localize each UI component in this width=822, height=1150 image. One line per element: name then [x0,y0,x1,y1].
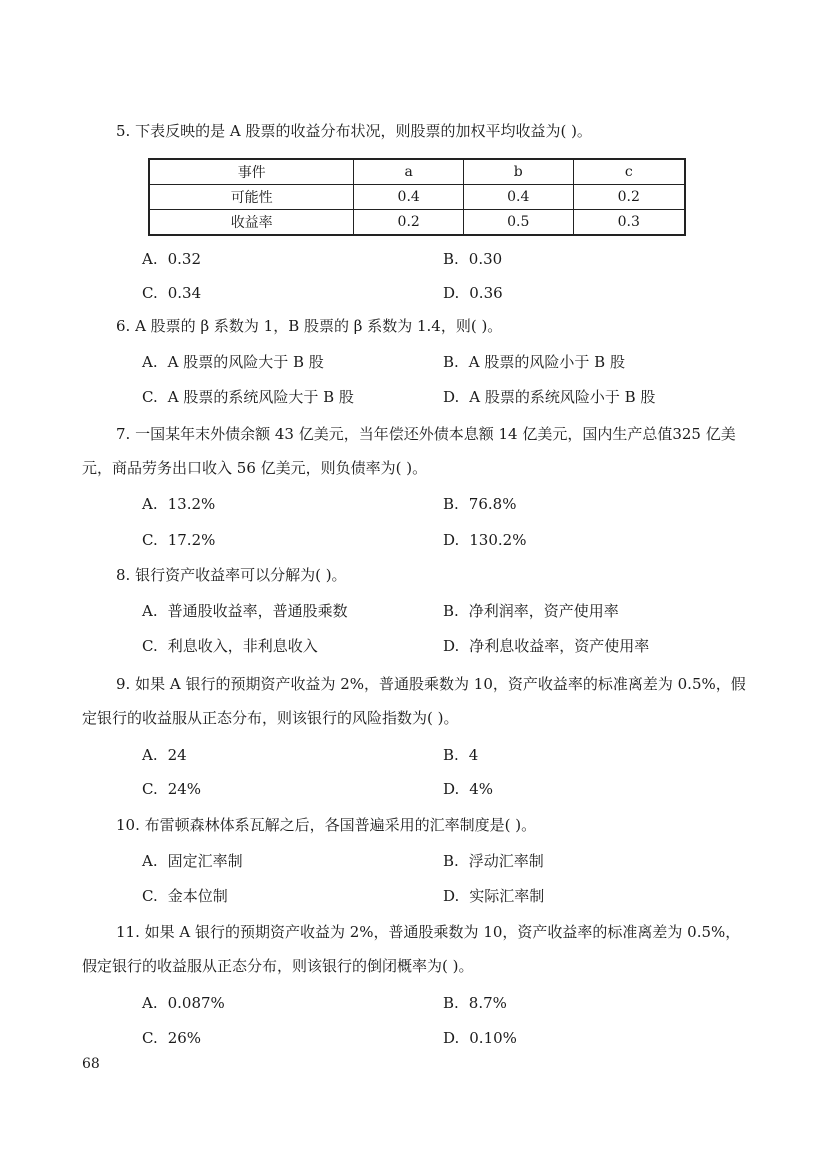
option-10d: D. 实际汇率制 [443,887,545,905]
table-row [149,210,685,236]
option-8d: D. 净利息收益率，资产使用率 [443,637,650,655]
option-6a: A. A 股票的风险大于 B 股 [142,353,324,371]
table-cell: 0.5 [463,210,573,236]
option-7a: A. 13.2% [142,495,216,513]
return-distribution-table [148,158,686,236]
option-8b: B. 净利润率，资产使用率 [443,602,619,620]
option-11a: A. 0.087% [142,994,225,1012]
table-cell: 收益率 [149,210,354,236]
table-cell: 可能性 [149,185,354,210]
option-6d: D. A 股票的系统风险小于 B 股 [443,388,656,406]
option-9c: C. 24% [142,780,202,798]
option-9a: A. 24 [142,746,187,764]
option-9b: B. 4 [443,746,479,764]
table-cell: 0.2 [573,185,685,210]
option-7b: B. 76.8% [443,495,517,513]
option-9d: D. 4% [443,780,494,798]
option-5b: B. 0.30 [443,250,503,268]
table-cell: 0.2 [354,210,464,236]
option-7c: C. 17.2% [142,531,216,549]
option-11c: C. 26% [142,1029,202,1047]
table-cell: c [573,159,685,185]
option-6b: B. A 股票的风险小于 B 股 [443,353,625,371]
table-cell: a [354,159,464,185]
page-number: 68 [82,1056,100,1072]
question-11-stem: 11. 如果 A 银行的预期资产收益为 2%，普通股乘数为 10，资产收益率的标准离差为 0.5%，假定银行的收益服从正态分布，则该银行的倒闭概率为( )。 [82,923,741,975]
option-5d: D. 0.36 [443,284,503,302]
question-10-stem: 10. 布雷顿森林体系瓦解之后，各国普遍采用的汇率制度是( )。 [116,816,537,834]
option-11d: D. 0.10% [443,1029,517,1047]
question-8-stem: 8. 银行资产收益率可以分解为( )。 [116,566,347,584]
question-5-stem: 5. 下表反映的是 A 股票的收益分布状况，则股票的加权平均收益为( )。 [116,122,592,140]
table-row [149,185,685,210]
question-7-stem: 7. 一国某年末外债余额 43 亿美元，当年偿还外债本息额 14 亿美元，国内生产总值325 亿美元，商品劳务出口收入 56 亿美元，则负债率为( )。 [82,425,736,477]
option-10b: B. 浮动汇率制 [443,852,544,870]
table-cell: 0.3 [573,210,685,236]
table-cell: 0.4 [354,185,464,210]
option-8a: A. 普通股收益率，普通股乘数 [142,602,348,620]
option-10c: C. 金本位制 [142,887,228,905]
table-cell: 0.4 [463,185,573,210]
option-6c: C. A 股票的系统风险大于 B 股 [142,388,354,406]
option-5c: C. 0.34 [142,284,202,302]
option-7d: D. 130.2% [443,531,527,549]
table-header-row [149,159,685,185]
table-cell: 事件 [149,159,354,185]
option-10a: A. 固定汇率制 [142,852,243,870]
question-6-stem: 6. A 股票的 β 系数为 1，B 股票的 β 系数为 1.4，则( )。 [116,317,503,335]
question-9-stem: 9. 如果 A 银行的预期资产收益为 2%，普通股乘数为 10，资产收益率的标准离差为 0.5%，假定银行的收益服从正态分布，则该银行的风险指数为( )。 [82,675,746,727]
option-5a: A. 0.32 [142,250,202,268]
option-11b: B. 8.7% [443,994,507,1012]
table-cell: b [463,159,573,185]
option-8c: C. 利息收入，非利息收入 [142,637,318,655]
